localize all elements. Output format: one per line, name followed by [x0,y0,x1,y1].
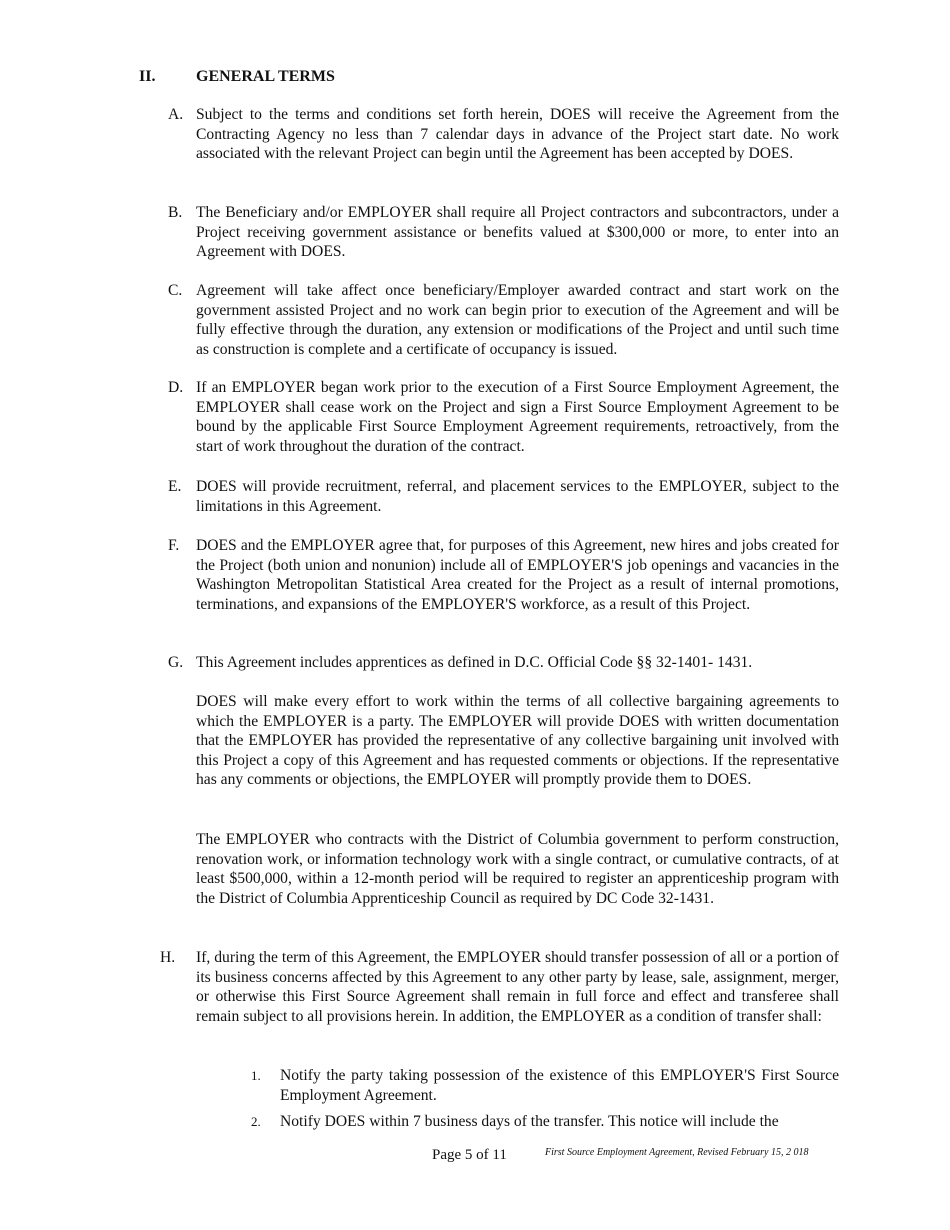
subitem-1-number: 1. [251,1068,261,1083]
section-number: II. [139,68,156,85]
item-c-letter: C. [168,282,183,299]
subitem-2-text: Notify DOES within 7 business days of the transfer. This notice will include the [280,1113,779,1130]
item-h-letter: H. [160,949,176,966]
subitem-2-number: 2. [251,1114,261,1129]
item-b-text: The Beneficiary and/or EMPLOYER shall require all Project contractors and subcontractors, under a Project receiving government assistance or benefits valued at $300,000 or more, to enter into an Agreement with DOES. [196,204,839,261]
item-a-text: Subject to the terms and conditions set forth herein, DOES will receive the Agreement from the Contracting Agency no less than 7 calendar days in advance of the Project start date. No work associated with the relevant Project can begin until the Agreement has been accepted by DOES. [196,106,839,163]
item-c-text: Agreement will take affect once beneficiary/Employer awarded contract and start work on the government assisted Project and no work can begin prior to execution of the Agreement and will be fully effective through the duration, any extension or modifications of the Project and until such time as construction is complete and a certificate of occupancy is issued. [196,282,839,358]
item-e-letter: E. [168,478,182,495]
item-f-letter: F. [168,537,180,554]
item-b-letter: B. [168,204,183,221]
item-f-text: DOES and the EMPLOYER agree that, for purposes of this Agreement, new hires and jobs created for the Project (both union and nonunion) include all of EMPLOYER'S job openings and vacancies in the Washington Metropolitan Statistical Area created for the Project as a result of internal promotions, terminations, and expansions of the EMPLOYER'S workforce, as a result of this Project. [196,537,839,613]
page-number: Page 5 of 11 [432,1147,507,1163]
item-e-text: DOES will provide recruitment, referral, and placement services to the EMPLOYER, subject to the limitations in this Agreement. [196,478,839,515]
subitem-1-text: Notify the party taking possession of the existence of this EMPLOYER'S First Source Employment Agreement. [280,1067,839,1104]
item-d-letter: D. [168,379,184,396]
footer-revision-note: First Source Employment Agreement, Revised February 15, 2 018 [545,1147,809,1158]
item-h-text: If, during the term of this Agreement, the EMPLOYER should transfer possession of all or a portion of its business concerns affected by this Agreement to any other party by lease, sale, assignment, merger, or otherwise this First Source Agreement shall remain in full force and effect and transferee shall remain subject to all provisions herein. In addition, the EMPLOYER as a condition of transfer shall: [196,949,839,1025]
section-heading [139,67,335,87]
item-g-text: This Agreement includes apprentices as defined in D.C. Official Code §§ 32-1401- 1431. [196,654,753,671]
item-g-paragraph-2: DOES will make every effort to work within the terms of all collective bargaining agreements to which the EMPLOYER is a party. The EMPLOYER will provide DOES with written documentation that the EMPLOYER has provided the representative of any collective bargaining unit involved with this Project a copy of this Agreement and has requested comments or objections. If the representative has any comments or objections, the EMPLOYER will promptly provide them to DOES. [196,693,839,789]
item-g-paragraph-3: The EMPLOYER who contracts with the District of Columbia government to perform construction, renovation work, or information technology work with a single contract, or cumulative contracts, of at least $500,000, within a 12-month period will be required to register an apprenticeship program with the District of Columbia Apprenticeship Council as required by DC Code 32-1431. [196,831,839,907]
item-a-letter: A. [168,106,184,123]
section-title: GENERAL TERMS [196,68,335,85]
item-g-letter: G. [168,654,184,671]
item-d-text: If an EMPLOYER began work prior to the execution of a First Source Employment Agreement, the EMPLOYER shall cease work on the Project and sign a First Source Employment Agreement to be bound by the applicable First Source Employment Agreement requirements, retroactively, from the start of work throughout the duration of the contract. [196,379,839,455]
